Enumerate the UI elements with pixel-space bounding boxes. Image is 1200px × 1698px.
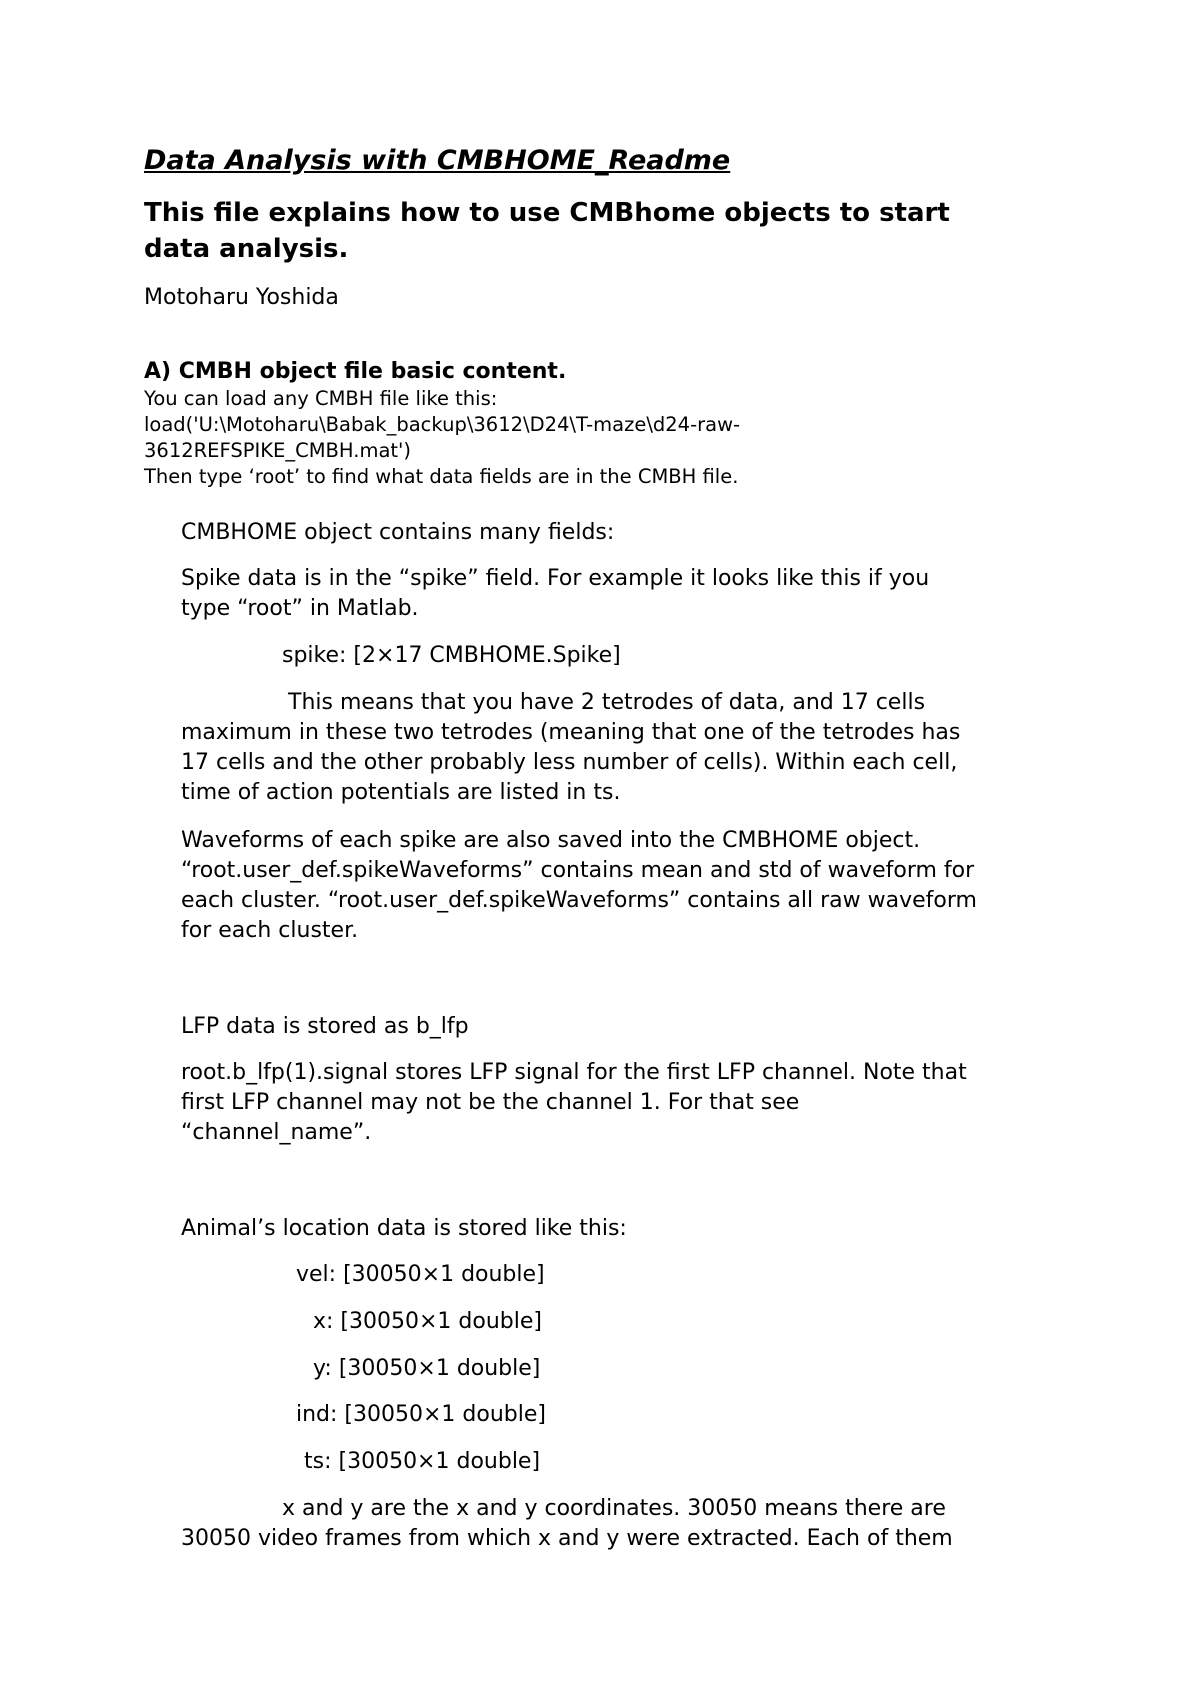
location-ts: ts: [30050×1 double] [304, 1449, 541, 1474]
waveforms-line-3: each cluster. “root.user_def.spikeWaveforms” contains all raw waveform [181, 888, 977, 913]
waveforms-line-2: “root.user_def.spikeWaveforms” contains mean and std of waveform for [181, 858, 975, 883]
spike-line-2: type “root” in Matlab. [181, 596, 419, 621]
lfp-line-3: “channel_name”. [181, 1120, 372, 1145]
subtitle-line-2: data analysis. [144, 234, 349, 264]
section-a-line-4: Then type ‘root’ to find what data fields are in the CMBH file. [144, 465, 739, 488]
fields-intro: CMBHOME object contains many fields: [181, 520, 615, 545]
section-a-line-2: load('U:\Motoharu\Babak_backup\3612\D24\T-maze\d24-raw- [144, 413, 741, 436]
lfp-line-1: root.b_lfp(1).signal stores LFP signal for the first LFP channel. Note that [181, 1060, 967, 1085]
location-intro: Animal’s location data is stored like this: [181, 1216, 627, 1241]
location-ind: ind: [30050×1 double] [296, 1402, 546, 1427]
location-explain-2: 30050 video frames from which x and y were extracted. Each of them [181, 1526, 953, 1551]
location-x: x: [30050×1 double] [313, 1309, 542, 1334]
spike-explain-3: 17 cells and the other probably less number of cells). Within each cell, [181, 750, 958, 775]
lfp-line-2: first LFP channel may not be the channel 1. For that see [181, 1090, 800, 1115]
spike-example: spike: [2×17 CMBHOME.Spike] [282, 643, 621, 668]
subtitle-line-1: This file explains how to use CMBhome objects to start [144, 198, 950, 228]
spike-explain-4: time of action potentials are listed in ts. [181, 780, 621, 805]
section-a-line-1: You can load any CMBH file like this: [144, 387, 498, 410]
lfp-intro: LFP data is stored as b_lfp [181, 1014, 469, 1039]
spike-explain-1: This means that you have 2 tetrodes of data, and 17 cells [288, 690, 926, 715]
location-explain-1: x and y are the x and y coordinates. 30050 means there are [282, 1496, 946, 1521]
document-title: Data Analysis with CMBHOME_Readme [144, 145, 731, 176]
spike-explain-2: maximum in these two tetrodes (meaning that one of the tetrodes has [181, 720, 961, 745]
section-a-line-3: 3612REFSPIKE_CMBH.mat') [144, 439, 412, 462]
location-vel: vel: [30050×1 double] [296, 1262, 545, 1287]
author-name: Motoharu Yoshida [144, 285, 339, 310]
location-y: y: [30050×1 double] [313, 1356, 541, 1381]
waveforms-line-4: for each cluster. [181, 918, 359, 943]
section-a-heading: A) CMBH object file basic content. [144, 359, 567, 384]
spike-line-1: Spike data is in the “spike” field. For example it looks like this if you [181, 566, 930, 591]
waveforms-line-1: Waveforms of each spike are also saved into the CMBHOME object. [181, 828, 921, 853]
